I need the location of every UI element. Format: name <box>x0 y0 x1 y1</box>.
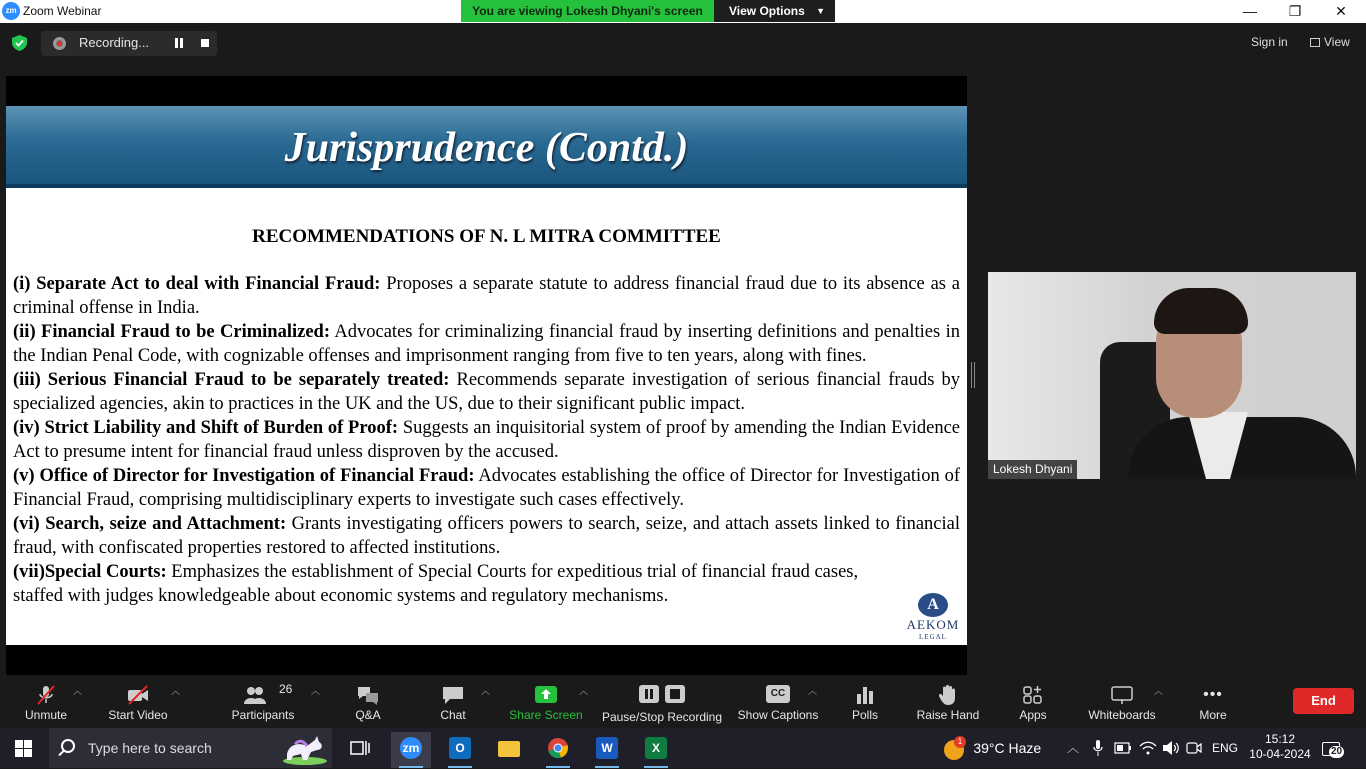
unmute-button[interactable] <box>18 676 74 728</box>
participant-name-tag: Lokesh Dhyani <box>988 460 1077 479</box>
taskbar-outlook-app[interactable] <box>440 732 480 768</box>
pause-stop-icon <box>638 684 686 706</box>
wifi-icon[interactable] <box>1139 740 1157 756</box>
item-text: Grants investigating officers powers to search, seize, and attach assets linked to financial fraud, with confiscated properties restored to affected institutions. <box>13 514 960 558</box>
item-text: Advocates for criminalizing financial fraud by inserting definitions and penalties in the Indian Penal Code, with cognizable offenses and imprisonment ranging from five to ten years, along with fines. <box>13 322 960 366</box>
polls-label: Polls <box>851 708 878 722</box>
windows-taskbar <box>0 728 1366 768</box>
taskbar-search[interactable] <box>49 728 332 768</box>
aekom-logo <box>902 593 964 641</box>
participants-label: Participants <box>231 708 295 722</box>
taskbar-file-explorer[interactable] <box>489 732 529 768</box>
sun-weather-icon <box>944 736 964 760</box>
taskbar-zoom-app[interactable] <box>391 732 431 768</box>
item-heading: (i) Separate Act to deal with Financial Fraud: <box>13 274 381 294</box>
word-app-icon: W <box>596 737 618 759</box>
item-heading: (vii)Special Courts: <box>13 562 167 582</box>
more-dots-icon: ••• <box>1203 686 1223 703</box>
taskbar-word-app[interactable] <box>587 732 627 768</box>
raise-hand-label: Raise Hand <box>916 708 980 722</box>
outlook-app-icon: O <box>449 737 471 759</box>
view-button[interactable] <box>1310 35 1350 49</box>
meeting-toolbar <box>0 676 1366 728</box>
window-title: Zoom Webinar <box>23 4 102 18</box>
qa-label: Q&A <box>355 708 381 722</box>
apps-label: Apps <box>1019 708 1047 722</box>
chrome-icon <box>547 737 569 759</box>
item-heading: (vi) Search, seize and Attachment: <box>13 514 287 534</box>
share-screen-button[interactable] <box>508 676 584 728</box>
item-text: Recommends separate investigation of serious financial frauds by specialized agencies, akin to practices in the UK and the US, due to their significant public impact. <box>13 370 960 414</box>
recommendation-item <box>13 464 960 512</box>
zoom-app-icon: zm <box>400 737 422 759</box>
sign-in-button[interactable]: Sign in <box>1251 35 1288 49</box>
share-caret-icon[interactable]: ︿ <box>579 686 589 696</box>
presentation-slide <box>6 106 967 645</box>
whiteboards-label: Whiteboards <box>1088 708 1156 722</box>
viewing-banner: You are viewing Lokesh Dhyani's screen <box>461 0 714 22</box>
zoom-logo-icon: zm <box>2 2 20 20</box>
item-text: Suggests an inquisitorial system of proof by amending the Indian Evidence Act to presume intent for financial fraud unless disproven by the accused. <box>13 418 961 462</box>
pause-stop-label: Pause/Stop Recording <box>601 710 723 724</box>
more-button[interactable] <box>1193 676 1233 728</box>
slide-subtitle: RECOMMENDATIONS OF N. L MITRA COMMITTEE <box>252 226 721 247</box>
microphone-tray-icon[interactable] <box>1092 740 1104 756</box>
slide-header <box>6 106 967 188</box>
captions-caret-icon[interactable]: ︿ <box>808 686 818 696</box>
notifications-button[interactable] <box>1322 728 1352 768</box>
excel-app-icon: X <box>645 737 667 759</box>
video-person-hair <box>1154 288 1248 334</box>
polls-icon <box>853 684 877 706</box>
show-captions-label: Show Captions <box>737 708 819 722</box>
notification-icon <box>1322 742 1343 757</box>
view-options-label: View Options <box>729 4 805 18</box>
whiteboard-icon <box>1110 684 1134 706</box>
qa-button[interactable] <box>348 676 388 728</box>
weather-text: 39°C Haze <box>973 740 1042 756</box>
raise-hand-button[interactable] <box>914 676 982 728</box>
aekom-logo-sub: LEGAL <box>919 633 947 641</box>
taskbar-chrome-app[interactable] <box>538 732 578 768</box>
participants-count: 26 <box>279 682 293 696</box>
weather-widget[interactable] <box>944 728 1050 768</box>
security-shield-icon[interactable] <box>12 35 27 51</box>
polls-button[interactable] <box>844 676 886 728</box>
view-label: View <box>1324 35 1350 49</box>
video-off-icon <box>126 684 150 706</box>
participants-caret-icon[interactable]: ︿ <box>311 686 321 696</box>
item-text: Proposes a separate statute to address financial fraud due to its absence as a criminal offense in India. <box>13 274 960 318</box>
recommendation-item <box>13 512 960 560</box>
item-heading: (v) Office of Director for Investigation of Financial Fraud: <box>13 466 475 486</box>
record-dot-icon <box>53 37 66 50</box>
pause-stop-recording-button[interactable] <box>600 676 724 728</box>
participants-icon <box>243 684 267 706</box>
share-screen-label: Share Screen <box>509 708 583 722</box>
recording-indicator <box>41 31 217 56</box>
restore-button[interactable]: ❐ <box>1288 3 1302 19</box>
task-view-icon[interactable] <box>350 739 370 757</box>
notification-count: 20 <box>1331 745 1343 757</box>
apps-button[interactable] <box>1013 676 1053 728</box>
chat-caret-icon[interactable]: ︿ <box>481 686 491 696</box>
chat-button[interactable] <box>432 676 474 728</box>
language-indicator[interactable]: ENG <box>1212 741 1239 755</box>
start-video-label: Start Video <box>108 708 168 722</box>
recommendation-item <box>13 320 960 368</box>
close-button[interactable]: ✕ <box>1335 3 1347 19</box>
chat-icon <box>441 684 465 706</box>
shared-screen <box>6 76 967 675</box>
clock-time: 15:12 <box>1264 732 1296 746</box>
recommendation-item <box>13 416 960 464</box>
video-options-caret-icon[interactable]: ︿ <box>171 686 181 696</box>
share-screen-icon <box>534 684 558 706</box>
qa-icon <box>356 684 380 706</box>
weather-alert-badge: 1 <box>954 736 966 748</box>
start-video-button[interactable] <box>104 676 172 728</box>
participants-button[interactable] <box>228 676 298 728</box>
unicorn-search-highlight-icon <box>277 732 329 766</box>
item-heading: (iv) Strict Liability and Shift of Burden of Proof: <box>13 418 399 438</box>
aekom-logo-name: AEKOM <box>906 617 960 632</box>
windows-start-icon[interactable] <box>15 740 32 757</box>
clock[interactable] <box>1248 728 1312 768</box>
chat-label: Chat <box>440 708 466 722</box>
end-button[interactable]: End <box>1293 688 1354 714</box>
participant-video[interactable] <box>988 272 1356 479</box>
whiteboards-caret-icon[interactable]: ︿ <box>1154 686 1164 696</box>
battery-icon[interactable] <box>1114 741 1132 755</box>
title-bar <box>0 0 1366 23</box>
view-options-button[interactable] <box>714 0 835 22</box>
audio-options-caret-icon[interactable]: ︿ <box>73 686 83 696</box>
item-text: Emphasizes the establishment of Special Courts for expeditious trial of financial fraud cases, staffed with judges knowledgeable about economic systems and regulatory mechanisms. <box>13 562 859 606</box>
pause-recording-icon[interactable] <box>174 38 184 48</box>
clock-date: 10-04-2024 <box>1249 747 1311 761</box>
recording-label: Recording... <box>79 35 150 50</box>
recommendation-item <box>13 368 960 416</box>
tray-overflow-icon[interactable]: ︿ <box>1067 741 1080 755</box>
folder-icon <box>498 741 520 757</box>
search-icon <box>61 739 75 753</box>
minimize-button[interactable]: — <box>1243 3 1257 19</box>
item-heading: (ii) Financial Fraud to be Criminalized: <box>13 322 330 342</box>
recommendation-item <box>13 272 960 320</box>
item-heading: (iii) Serious Financial Fraud to be separately treated: <box>13 370 450 390</box>
unmute-label: Unmute <box>24 708 68 722</box>
taskbar-excel-app[interactable] <box>636 732 676 768</box>
slide-body <box>13 272 960 608</box>
volume-icon[interactable] <box>1162 740 1180 756</box>
recommendation-item <box>13 560 873 608</box>
slide-title: Jurisprudence (Contd.) <box>284 125 689 171</box>
chevron-down-icon: ▼ <box>816 6 825 16</box>
stop-recording-icon[interactable] <box>201 39 209 47</box>
view-grid-icon <box>1310 38 1320 47</box>
apps-icon <box>1021 684 1045 706</box>
raise-hand-icon <box>936 684 960 706</box>
meet-now-icon[interactable] <box>1186 740 1202 756</box>
captions-icon: CC <box>766 685 790 703</box>
microphone-muted-icon <box>34 684 58 706</box>
more-label: More <box>1199 708 1227 722</box>
resize-handle[interactable] <box>971 362 975 388</box>
item-text: Advocates establishing the office of Director for Investigation of Financial Fraud, comprising multidisciplinary experts to investigate such cases effectively. <box>13 466 961 510</box>
whiteboards-button[interactable] <box>1085 676 1159 728</box>
search-placeholder: Type here to search <box>88 740 212 756</box>
aekom-logo-mark: A <box>918 593 948 617</box>
